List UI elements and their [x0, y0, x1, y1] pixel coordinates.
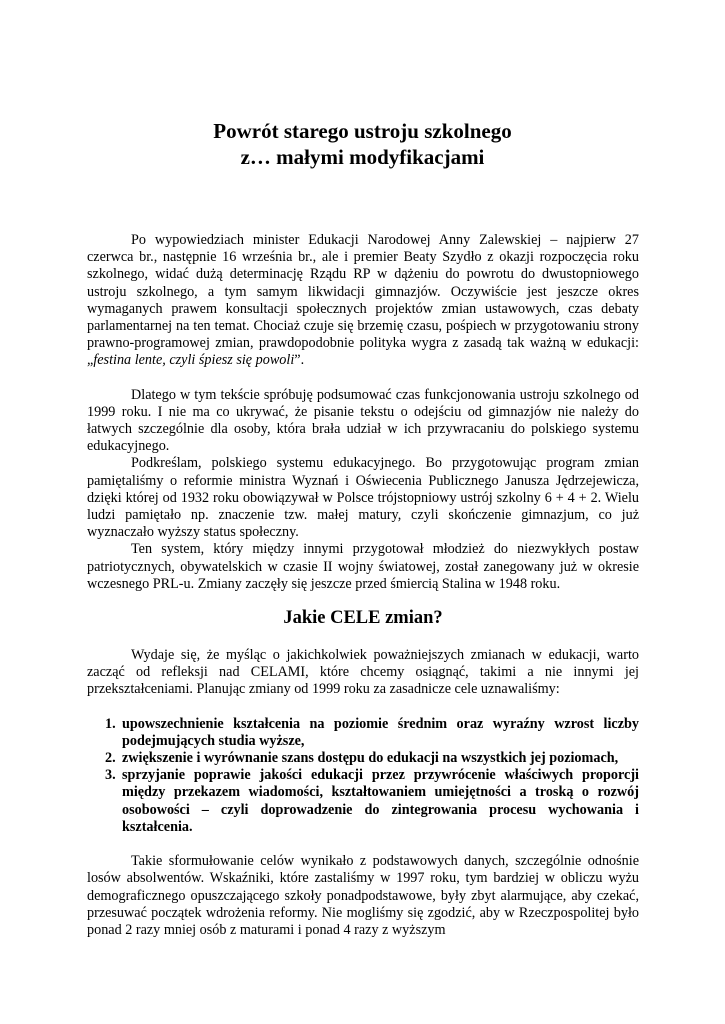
title-line-1: Powrót starego ustroju szkolnego	[213, 119, 512, 143]
list-item: 2. zwiększenie i wyrównanie szans dostępu do edukacji na wszystkich jej poziomach,	[105, 750, 619, 767]
list-item: 3. sprzyjanie poprawie jakości edukacji przez przywrócenie właściwych proporcji między przekazem wiadomości, kształtowaniem umiejętności a troską o rozwój osobowości – czyli doprowadzenie do zintegrowania procesu wychowania i kształcenia.	[105, 767, 639, 835]
latin-quote: festina lente, czyli śpiesz się powoli	[93, 352, 295, 369]
section-paragraph-2: Takie sformułowanie celów wynikało z podstawowych danych, szczególnie odnośnie losów absolwentów. Wskaźniki, które zastaliśmy w 1997 roku, tym bardziej w obliczu wyżu demograficznego opuszczającego szkoły ponadpodstawowe, były zbyt alarmujące, aby czekać, przesuwać początek wdrożenia reformy. Nie mogliśmy się zgodzić, aby w Rzeczpospolitej było ponad 2 razy mniej osób z maturami i ponad 4 razy z wyższym	[87, 853, 639, 938]
intro-paragraph-1-text: Po wypowiedziach minister Edukacji Narodowej Anny Zalewskiej – najpierw 27 czerwca br., następnie 16 września br., ale i premier Beaty Szydło z okazji rozpoczęcia roku szkolnego, widać dużą determinację Rządu RP w dążeniu do powrotu do dwustopniowego ustroju szkolnego, a tym samym likwidacji gimnazjów. Oczywiście jest jeszcze okres wymaganych prawem konsultacji społecznych projektów zmian ustawowych, czas debaty parlamentarnej na ten temat. Chociaż czuje się brzemię czasu, pośpiech w przygotowaniu strony prawno-programowej zmian, prawdopodobnie polityka wygra z zasadą tak ważną w edukacji: „	[87, 232, 639, 369]
section-heading: Jakie CELE zmian?	[283, 608, 443, 629]
intro-paragraph-2: Dlatego w tym tekście spróbuję podsumować czas funkcjonowania ustroju szkolnego od 1999 roku. I nie ma co ukrywać, że pisanie tekstu o odejściu od gimnazjów nie należy do łatwych szczególnie dla osoby, która brała udział w ich przywracaniu do polskiego systemu edukacyjnego.	[87, 386, 639, 455]
goals-list	[87, 716, 639, 836]
document-title	[0, 118, 725, 170]
intro-paragraph-3: Podkreślam, polskiego systemu edukacyjnego. Bo przygotowując program zmian pamiętaliśmy o reformie ministra Wyznań i Oświecenia Publicznego Janusza Jędrzejewicza, dzięki której od 1932 roku obowiązywał w Polsce trójstopniowy ustrój szkolny 6 + 4 + 2. Wielu ludzi pamiętało np. znaczenie tzw. małej matury, czyli skończenie gimnazjum, co już wyznaczało wyższy status społeczny.	[87, 455, 639, 541]
document-body	[87, 232, 639, 939]
section-paragraph-1: Wydaje się, że myśląc o jakichkolwiek poważniejszych zmianach w edukacji, warto zacząć od refleksji nad CELAMI, które chcemy osiągnąć, takimi a nie innymi jej przekształceniami. Planując zmiany od 1999 roku za zasadnicze cele uznawaliśmy:	[87, 647, 639, 698]
list-item: 1. upowszechnienie kształcenia na poziomie średnim oraz wyraźny wzrost liczby podejmujących studia wyższe,	[105, 715, 639, 749]
title-line-2: z… małymi modyfikacjami	[240, 145, 485, 169]
intro-paragraph-4: Ten system, który między innymi przygotował młodzież do niezwykłych postaw patriotycznych, obywatelskich w czasie II wojny światowej, został zanegowany już w okresie wczesnego PRL-u. Zmiany zaczęły się jeszcze przed śmiercią Stalina w 1948 roku.	[87, 541, 639, 592]
intro-paragraph-1-end: ”.	[294, 352, 305, 369]
intro-paragraph-1	[87, 232, 639, 370]
